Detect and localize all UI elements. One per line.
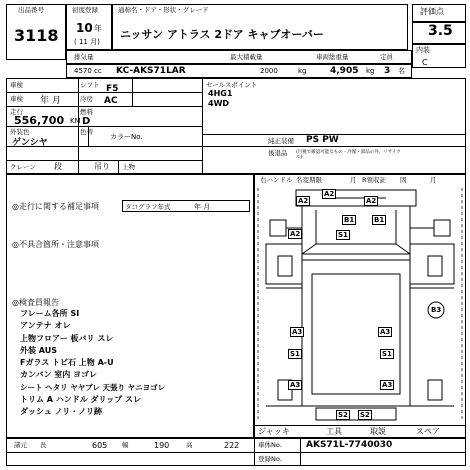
fuel-value: D <box>82 116 91 127</box>
inspection-label-2: 車検 <box>10 95 23 103</box>
length-value: 605 <box>92 441 108 450</box>
inspection-value: 年 月 <box>40 96 61 106</box>
shift-label: シフト <box>80 81 100 89</box>
inspector-line: アンテナ オレ <box>20 321 71 331</box>
legend-month-2: 月 <box>430 176 437 184</box>
damage-mark: A2 <box>290 230 301 238</box>
recycle-label: 後退品 <box>268 149 288 157</box>
score-value: 3.5 <box>428 23 453 39</box>
model-code: KC-AKS71LAR <box>116 66 186 76</box>
inspector-line: ダッシュ ノリ・ノリ跡 <box>20 407 102 417</box>
first-reg-label: 初度登録 <box>72 6 98 14</box>
width-label: 幅 <box>122 441 129 449</box>
first-reg-year: 10 <box>76 21 93 35</box>
loading-label: 上物 <box>122 163 135 171</box>
shift-value: F5 <box>106 84 119 94</box>
damage-mark: B1 <box>344 216 355 224</box>
color-value: ゲンシヤ <box>12 138 48 148</box>
model-header: 通称名・ドア・形状・グレード <box>118 6 209 14</box>
gross-weight-value: 4,905 <box>330 66 359 76</box>
chassis-label: 車体No. <box>258 441 282 449</box>
equipment-label: 純正装備 <box>268 137 294 145</box>
inspector-lines <box>20 308 165 419</box>
gross-weight-label: 車両総重量 <box>316 53 349 61</box>
damage-mark: B1 <box>374 216 385 224</box>
inspector-line: フレーム各所 SI <box>20 309 80 318</box>
displacement-label: 排気量 <box>74 53 94 61</box>
sales-point-line-1: 4HG1 <box>208 89 233 98</box>
score-label: 評価点 <box>420 7 444 16</box>
jack-label: ジャッキ <box>258 427 290 436</box>
first-reg-month: ( 11 月) <box>74 38 100 46</box>
inspector-line: トリム A ハンドル ダリップ スレ <box>20 395 142 405</box>
inspection-label: 車検 <box>10 81 23 89</box>
mileage-unit: KM <box>70 117 81 125</box>
legend-fixed: 固 <box>400 176 407 184</box>
legend-label: 右ハンドル <box>260 176 293 184</box>
spare-label: スペア <box>416 427 440 436</box>
inspector-line: カンバン 室内 ヨゴレ <box>20 370 98 380</box>
inspector-line: 外装 AUS <box>20 345 57 355</box>
inspector-line: シート ヘタリ ヤヤブレ 天張り ヤニヨゴレ <box>20 382 166 392</box>
interior-value: C <box>422 58 428 67</box>
damage-mark: S1 <box>382 350 392 358</box>
fuel-label: 燃料 <box>80 108 93 116</box>
gross-weight-unit: kg <box>366 67 375 75</box>
damage-mark: A3 <box>292 328 303 336</box>
dims-label: 諸元 <box>14 441 27 449</box>
legend-r-label: R領収証 <box>362 176 387 184</box>
chassis-value: AKS71L-7740030 <box>306 440 393 450</box>
damage-mark: S2 <box>360 411 370 419</box>
legend-reg-label: 名変期限 <box>296 176 322 184</box>
manual-label: 取説 <box>370 427 386 436</box>
crane-unit: 吊り <box>94 162 110 171</box>
crane-label: クレーン <box>10 163 36 171</box>
inspector-line: Fガラス トビ石 上物 A-U <box>20 358 114 368</box>
max-load-unit: kg <box>298 67 307 75</box>
sales-point-label: セールスポイント <box>206 81 258 89</box>
defect-label: ◎不具合箇所・注意事項 <box>12 240 99 249</box>
mileage-label: 走行 <box>10 108 23 116</box>
damage-mark: S1 <box>290 350 300 358</box>
length-label: 長 <box>40 441 47 449</box>
height-label: 高 <box>186 441 193 449</box>
damage-mark: A2 <box>324 190 335 198</box>
interior-label: 内装 <box>416 46 430 54</box>
damage-mark: A3 <box>290 381 301 389</box>
tacho-value: 年 月 <box>194 203 211 211</box>
color-no-label: 色替 <box>80 128 93 136</box>
damage-mark: A2 <box>366 197 377 205</box>
sales-point-line-2: 4WD <box>208 99 230 108</box>
inspector-label: ◎検査員報告 <box>12 298 59 307</box>
ac-value: AC <box>104 96 118 106</box>
capacity-value: 3 <box>384 66 391 76</box>
legend-month: 月 <box>350 176 357 184</box>
color-no-value: カラーNo. <box>110 133 143 141</box>
inspector-line: 上物フロアー 板バリ スレ <box>20 333 114 343</box>
displacement-value: 4570 cc <box>74 67 102 75</box>
first-reg-year-unit: 年 <box>94 24 102 33</box>
mileage-value: 556,700 <box>14 114 65 127</box>
capacity-label: 定員 <box>380 53 393 61</box>
lot-label: 出品番号 <box>18 6 44 14</box>
model-name: ニッサン アトラス 2ドア キャブオーバー <box>120 28 324 41</box>
lot-number: 3118 <box>14 26 59 45</box>
damage-mark: S1 <box>338 231 348 239</box>
capacity-unit: 名 <box>398 67 405 75</box>
width-value: 190 <box>154 441 170 450</box>
recycle-note: (目視で確認可能なもの・冷媒・部品の外、リサイクル) <box>296 150 401 160</box>
reg-label: 登録No. <box>258 455 282 463</box>
equipment-value: PS PW <box>306 135 339 145</box>
crane-value: 段 <box>54 162 62 171</box>
damage-mark: A3 <box>382 381 393 389</box>
color-label: 外装色 <box>10 128 30 136</box>
height-value: 222 <box>224 441 240 450</box>
tacho-label: タコグラフ年式 <box>125 203 171 211</box>
running-label: ◎走行に関する補足事項 <box>12 202 99 211</box>
damage-mark: A3 <box>380 328 391 336</box>
damage-mark: S2 <box>338 411 348 419</box>
max-load-label: 最大積載量 <box>230 53 263 61</box>
max-load-value: 2000 <box>260 67 278 75</box>
damage-mark: A2 <box>298 197 309 205</box>
tool-label: 工具 <box>326 427 342 436</box>
ac-label: 冷房 <box>80 95 93 103</box>
damage-mark: B3 <box>431 306 442 314</box>
